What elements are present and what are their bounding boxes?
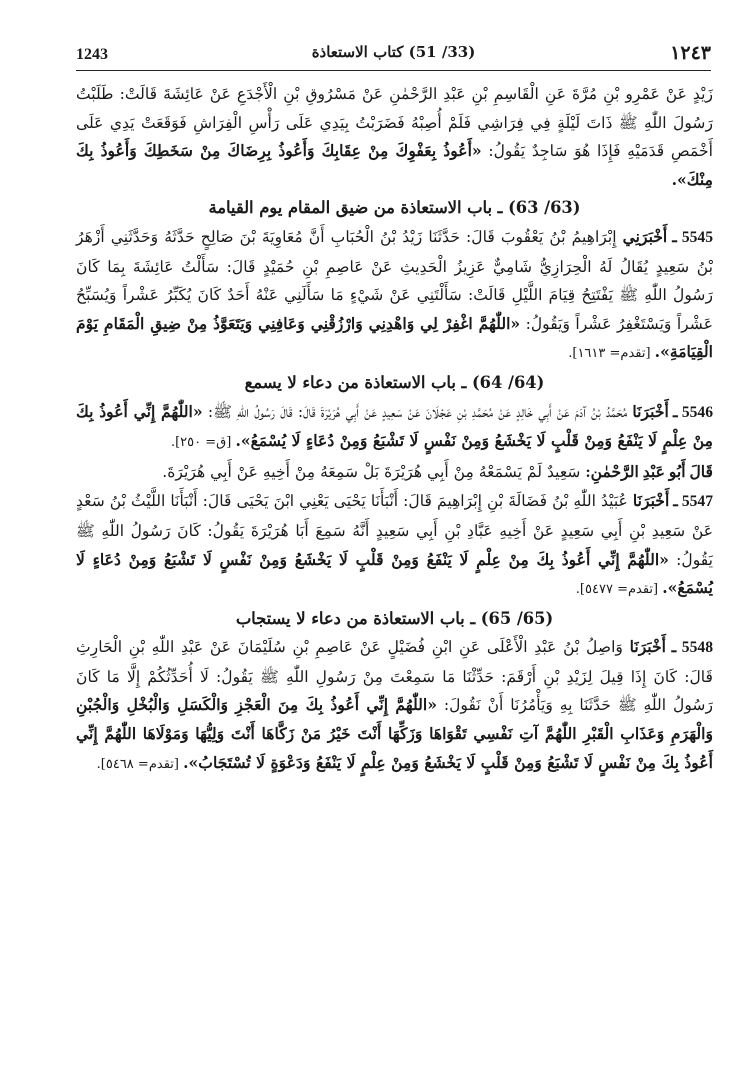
hadith-paragraph [76, 487, 713, 604]
hadith-quote: «أَعُوذُ بِعَفْوِكَ مِنْ عِقَابِكَ وَأَعُوذُ بِرِضَاكَ مِنْ سَخَطِكَ وَأَعُوذُ بِكَ مِنْكَ». [76, 141, 713, 189]
hadith-paragraph [76, 633, 713, 779]
hadith-text: سَعِيدٌ لَمْ يَسْمَعْهُ مِنْ أَبِي هُرَيْرَةَ بَلْ سَمِعَهُ مِنْ أَخِيهِ عَنْ أَبِي هُرَيْرَةَ. [162, 462, 586, 481]
hadith-paragraph [76, 223, 713, 369]
hadith-quote: «اللّٰهُمَّ إِنِّي أَعُوذُ بِكَ مِنَ الْعَجْزِ وَالْكَسَلِ وَالْبُخْلِ وَالْجُبْنِ وَالْهَرَمِ وَعَذَابِ الْقَبْرِ اللّٰهُمَّ آتِ نَفْسِي تَقْوَاهَا وَزَكِّهَا أَنْتَ خَيْرُ مَنْ زَكَّاهَا أَنْتَ وَلِيُّهَا وَمَوْلَاهَا اللّٰهُمَّ إِنِّي أَعُوذُ بِكَ مِنْ نَفْسٍ لَا تَشْبَعُ وَمِنْ قَلْبٍ لَا يَخْشَعُ وَمِنْ عِلْمٍ لَا يَنْفَعُ وَدَعْوَةٍ لَا تُسْتَجَابُ». [76, 695, 713, 772]
cross-reference: [تقدم= ١٦١٣]. [568, 346, 655, 362]
page-number-latin: 1243 [76, 46, 108, 63]
hadith-text: وَاصِلُ بْنُ عَبْدِ الْأَعْلَى عَنِ ابْنِ فُضَيْلٍ عَنْ عَاصِمِ بْنِ سُلَيْمَانَ عَنْ عَبْدِ اللّٰهِ بْنِ الْحَارِثِ قَالَ: كَانَ إِذَا قِيلَ لِزَيْدِ بْنِ أَرْقَمَ: حَدِّثْنَا مَا سَمِعْتَ مِنْ رَسُولِ اللّٰهِ ﷺ يَقُولُ: لَا أُحَدِّثُكُمْ إِلَّا مَا كَانَ رَسُولُ اللّٰهِ ﷺ حَدَّثَنَا بِهِ وَيَأْمُرُنَا أَنْ نَقُولَ: [76, 638, 713, 715]
hadith-lead: 5547 ـ أَخْبَرَنَا [632, 493, 713, 511]
hadith-lead: قَالَ أَبُو عَبْدِ الرَّحْمٰنِ: [585, 463, 713, 481]
chapter-heading: (64/ 64) ـ باب الاستعاذة من دعاء لا يسمع [244, 372, 545, 392]
hadith-paragraph [76, 80, 713, 194]
running-title: (33/ 51) كتاب الاستعاذة [311, 43, 476, 61]
hadith-text: مُحَمَّدُ بْنُ آدَمَ عَنْ أَبِي خَالِدٍ عَنْ مُحَمَّدِ بْنِ عَجْلَانَ عَنْ سَعِيدٍ عَنْ أَبِي هُرَيْرَةَ قَالَ: قَالَ رَسُولُ اللّٰهِ ﷺ: [202, 402, 633, 421]
hadith-lead: 5546 ـ أَخْبَرَنَا [632, 403, 713, 421]
page-body [76, 80, 713, 779]
hadith-quote: «اللّٰهُمَّ إِنِّي أَعُوذُ بِكَ مِنْ عِلْمٍ لَا يَنْفَعُ وَمِنْ قَلْبٍ لَا يَخْشَعُ وَمِنْ نَفْسٍ لَا تَشْبَعُ وَمِنْ دُعَاءٍ لَا يُسْمَعُ». [76, 549, 713, 598]
cross-reference: [تقدم= ٥٤٦٨]. [96, 756, 184, 772]
hadith-paragraph [76, 398, 713, 458]
cross-reference: [ق= ٢٥٠]. [170, 435, 236, 451]
chapter-heading: (65/ 65) ـ باب الاستعاذة من دعاء لا يستجاب [235, 608, 554, 628]
hadith-paragraph [76, 458, 713, 488]
hadith-text: زَيْدٍ عَنْ عَمْرِو بْنِ مُرَّةَ عَنِ الْقَاسِمِ بْنِ عَبْدِ الرَّحْمٰنِ عَنْ مَسْرُوقِ بْنِ الْأَجْدَعِ عَنْ عَائِشَةَ قَالَتْ: طَلَبْتُ رَسُولَ اللّٰهِ ﷺ ذَاتَ لَيْلَةٍ فِي فِرَاشِي فَلَمْ أُصِبْهُ فَضَرَبْتُ بِيَدِي عَلَى رَأْسِ الْفِرَاشِ فَوَقَعَتْ يَدِي عَلَى أَخْمَصِ قَدَمَيْهِ فَإِذَا هُوَ سَاجِدٌ يَقُولُ: [76, 85, 713, 161]
hadith-lead: 5548 ـ أَخْبَرَنَا [629, 639, 713, 657]
hadith-quote: «اللّٰهُمَّ اغْفِرْ لِي وَاهْدِنِي وَارْزُقْنِي وَعَافِنِي وَيَتَعَوَّذُ مِنْ ضِيقِ الْمَقَامِ يَوْمَ الْقِيَامَةِ». [76, 313, 713, 362]
cross-reference: [تقدم= ٥٤٧٧]. [575, 582, 663, 598]
hadith-lead: 5545 ـ أَخْبَرَنِي [622, 228, 714, 246]
hadith-quote: «اللّٰهُمَّ إِنِّي أَعُوذُ بِكَ مِنْ عِلْمٍ لَا يَنْفَعُ وَمِنْ قَلْبٍ لَا يَخْشَعُ وَمِنْ نَفْسٍ لَا تَشْبَعُ وَمِنْ دُعَاءٍ لَا يُسْمَعُ». [76, 401, 713, 451]
hadith-text: إِبْرَاهِيمُ بْنُ يَعْقُوبَ قَالَ: حَدَّثَنَا زَيْدُ بْنُ الْحُبَابِ أَنَّ مُعَاوِيَةَ بْنَ صَالِحٍ حَدَّثَهُ وَحَدَّثَنِي أَزْهَرُ بْنُ سَعِيدٍ يُقَالُ لَهُ الْحِرَازِيُّ شَامِيٌّ عَزِيزُ الْحَدِيثِ عَنْ عَاصِمِ بْنِ حُمَيْدٍ قَالَ: سَأَلْتُ عَائِشَةَ بِمَا كَانَ رَسُولُ اللّٰهِ ﷺ يَفْتَتِحُ قِيَامَ اللَّيْلِ قَالَتْ: سَأَلْتَنِي عَنْ شَيْءٍ مَا سَأَلَنِي عَنْهُ أَحَدٌ كَانَ يُكَبِّرُ عَشْراً وَيُسَبِّحُ عَشْراً وَيَسْتَغْفِرُ عَشْراً وَيَقُولُ: [76, 227, 713, 333]
page-header [76, 40, 711, 71]
page-number-arabic: ١٢٤٣ [670, 42, 711, 64]
chapter-heading: (63/ 63) ـ باب الاستعاذة من ضيق المقام يوم القيامة [208, 198, 581, 218]
hadith-text: عُبَيْدُ اللّٰهِ بْنُ فَضَالَةَ بْنِ إِبْرَاهِيمَ قَالَ: أَنْبَأَنَا يَحْيَى يَعْنِي ابْنَ يَحْيَى قَالَ: أَنْبَأَنَا اللَّيْثُ بْنُ سَعْدٍ عَنْ سَعِيدِ بْنِ أَبِي سَعِيدٍ عَنْ أَخِيهِ عَبَّادِ بْنِ أَبِي سَعِيدٍ أَنَّهُ سَمِعَ أَبَا هُرَيْرَةَ يَقُولُ: كَانَ رَسُولُ اللّٰهِ ﷺ يَقُولُ: [76, 492, 713, 569]
